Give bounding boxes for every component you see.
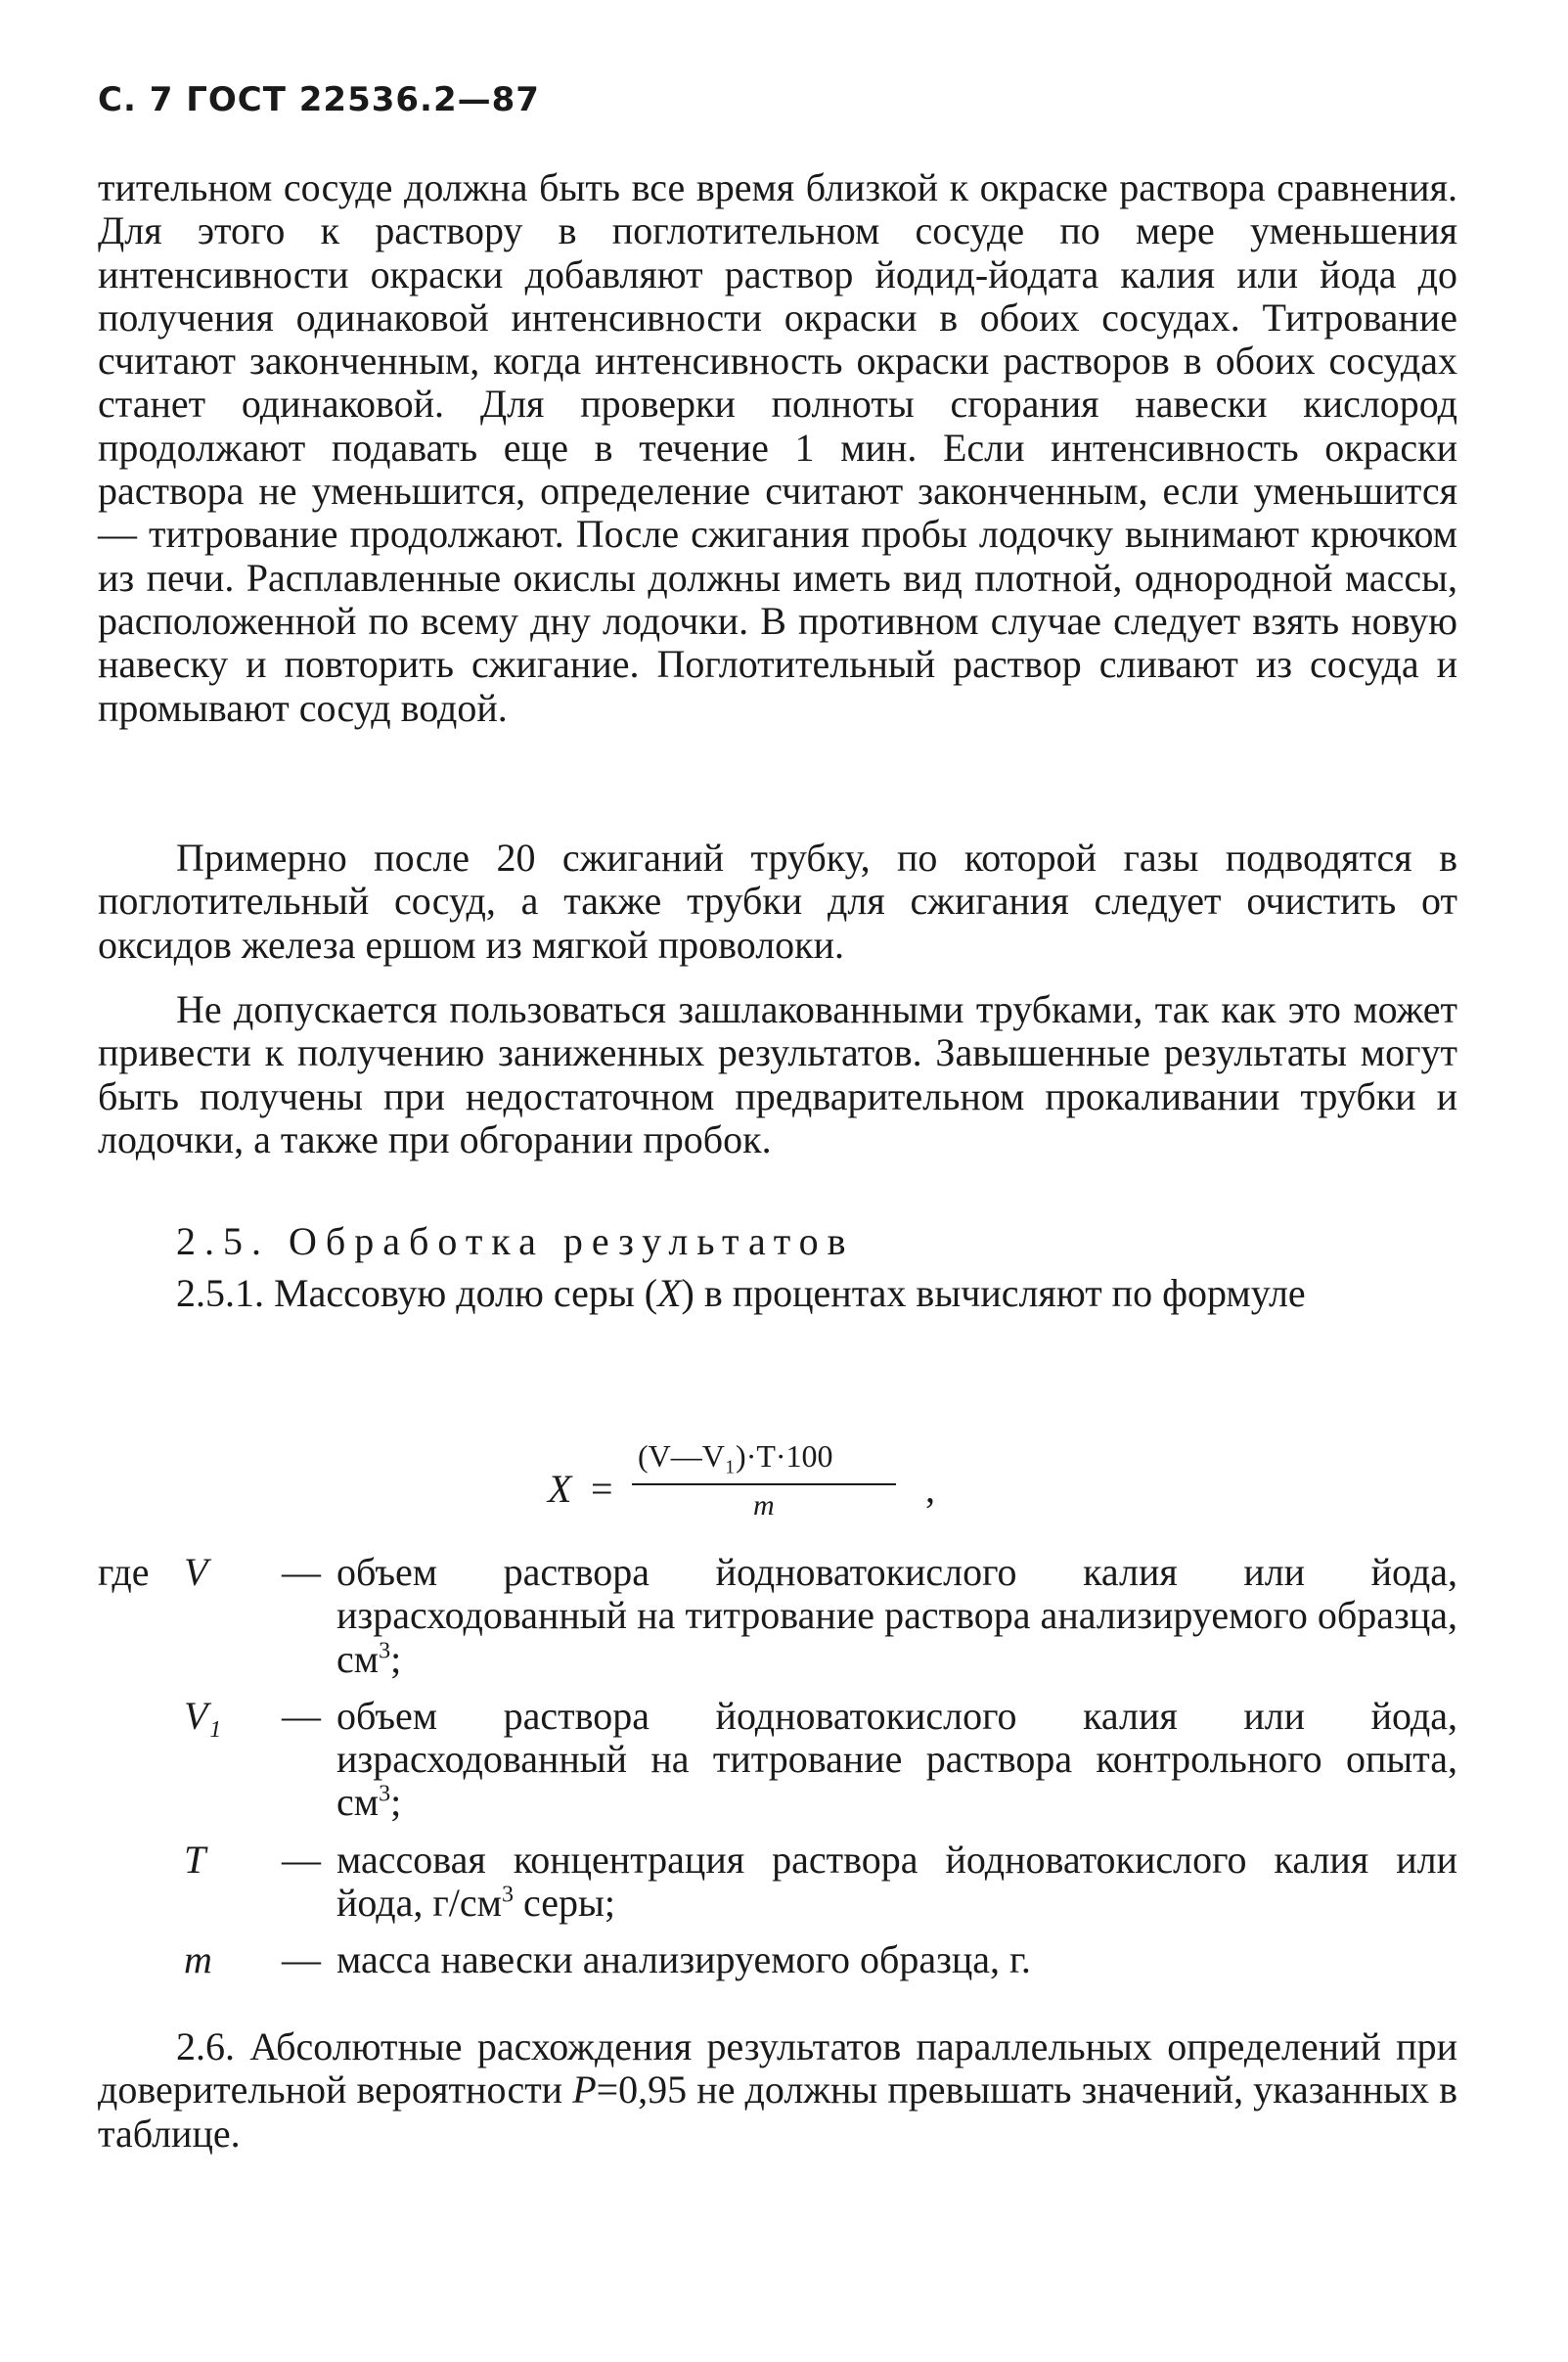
legend-definition-tail: ;: [390, 1780, 402, 1825]
legend-row-v1: [98, 1695, 1457, 1825]
paragraph-tube-cleaning: Примерно после 20 сжиганий трубку, по которой газы подводятся в поглотительный сосуд, а также трубки для сжигания следует очистить от оксидов железа ершом из мягкой проволоки.: [98, 836, 1457, 967]
clause-2-5-1: [98, 1272, 1457, 1315]
legend-definition-text: массовая концентрация раствора йодноватокислого калия или йода, г/см: [336, 1837, 1457, 1926]
page-header: С. 7 ГОСТ 22536.2—87: [98, 80, 540, 119]
legend-dash: —: [282, 1837, 321, 1882]
clause-2-5-1-after: ) в процентах вычисляют по формуле: [681, 1271, 1306, 1315]
legend-definition: [336, 1938, 1457, 1981]
clause-2-6: [98, 2025, 1457, 2156]
legend-row-m: [98, 1938, 1457, 1981]
legend-definition-text: объем раствора йодноватокислого калия или йода, израсходованный на титрование раствора анализируемого образца, см: [336, 1550, 1457, 1681]
legend-where: где: [98, 1550, 150, 1594]
legend-definition-tail: серы;: [513, 1881, 615, 1926]
clause-2-6-after: =0,95 не должны превышать значений, указанных в таблице.: [98, 2067, 1457, 2156]
legend-unit-sup: 3: [379, 1638, 391, 1664]
legend-row-v: [98, 1551, 1457, 1681]
legend-dash: —: [282, 1550, 321, 1594]
clause-2-6-var: P: [572, 2067, 597, 2112]
formula-comma: ,: [925, 1467, 935, 1511]
formula-denominator: m: [753, 1489, 775, 1522]
legend-unit-sup: 3: [379, 1782, 391, 1808]
clause-2-6-before: 2.6. Абсолютные расхождения результатов параллельных определений при доверительной вероятности: [98, 2024, 1457, 2112]
legend-row-t: [98, 1839, 1457, 1926]
legend-definition-text: объем раствора йодноватокислого калия или йода, израсходованный на титрование раствора контрольного опыта, см: [336, 1693, 1457, 1825]
formula-legend: [98, 1551, 1457, 1996]
legend-definition: [336, 1695, 1457, 1825]
paragraph-slagged-tubes: Не допускается пользоваться зашлакованными трубками, так как это может привести к получению заниженных результатов. Завышенные результаты могут быть получены при недостаточном предварительном прокаливании трубки и лодочки, а также при обгорании пробок.: [98, 987, 1457, 1161]
formula-equals: =: [591, 1467, 613, 1511]
legend-symbol: V: [184, 1550, 208, 1594]
formula-lhs: X: [548, 1467, 572, 1511]
legend-definition: [336, 1551, 1457, 1681]
legend-definition: [336, 1839, 1457, 1926]
legend-unit-sup: 3: [501, 1882, 514, 1908]
legend-definition-tail: ;: [390, 1636, 402, 1681]
formula-numerator: (V—V₁)·T·100: [638, 1438, 833, 1474]
clause-2-5-1-before: 2.5.1. Массовую долю серы (: [176, 1271, 658, 1315]
section-title-results: 2.5. Обработка результатов: [176, 1219, 855, 1263]
clause-2-5-1-var: X: [657, 1271, 682, 1315]
legend-symbol: V₁: [184, 1693, 222, 1738]
legend-dash: —: [282, 1693, 321, 1738]
paragraph-titration: тительном сосуде должна быть все время близкой к окраске раствора сравнения. Для этого к раствору в поглотительном сосуде по мере уменьшения интенсивности окраски добавляют раствор йодид-йодата калия или йода до получения одинаковой интенсивности окраски в обоих сосудах. Титрование считают законченным, когда интенсивность окраски растворов в обоих сосудах станет одинаковой. Для проверки полноты сгорания навески кислород продолжают подавать еще в течение 1 мин. Если интенсивность окраски раствора не уменьшится, определение считают законченным, если уменьшится — титрование продолжают. После сжигания пробы лодочку вынимают крючком из печи. Расплавленные окислы должны иметь вид плотной, однородной массы, расположенной по всему дну лодочки. В противном случае следует взять новую навеску и повторить сжигание. Поглотительный раствор сливают из сосуда и промывают сосуд водой.: [98, 165, 1457, 730]
legend-symbol: m: [184, 1937, 212, 1982]
legend-definition-text: масса навески анализируемого образца, г.: [336, 1937, 1031, 1982]
legend-dash: —: [282, 1937, 321, 1982]
legend-symbol: T: [184, 1837, 206, 1882]
formula-fraction-bar: [632, 1483, 896, 1485]
